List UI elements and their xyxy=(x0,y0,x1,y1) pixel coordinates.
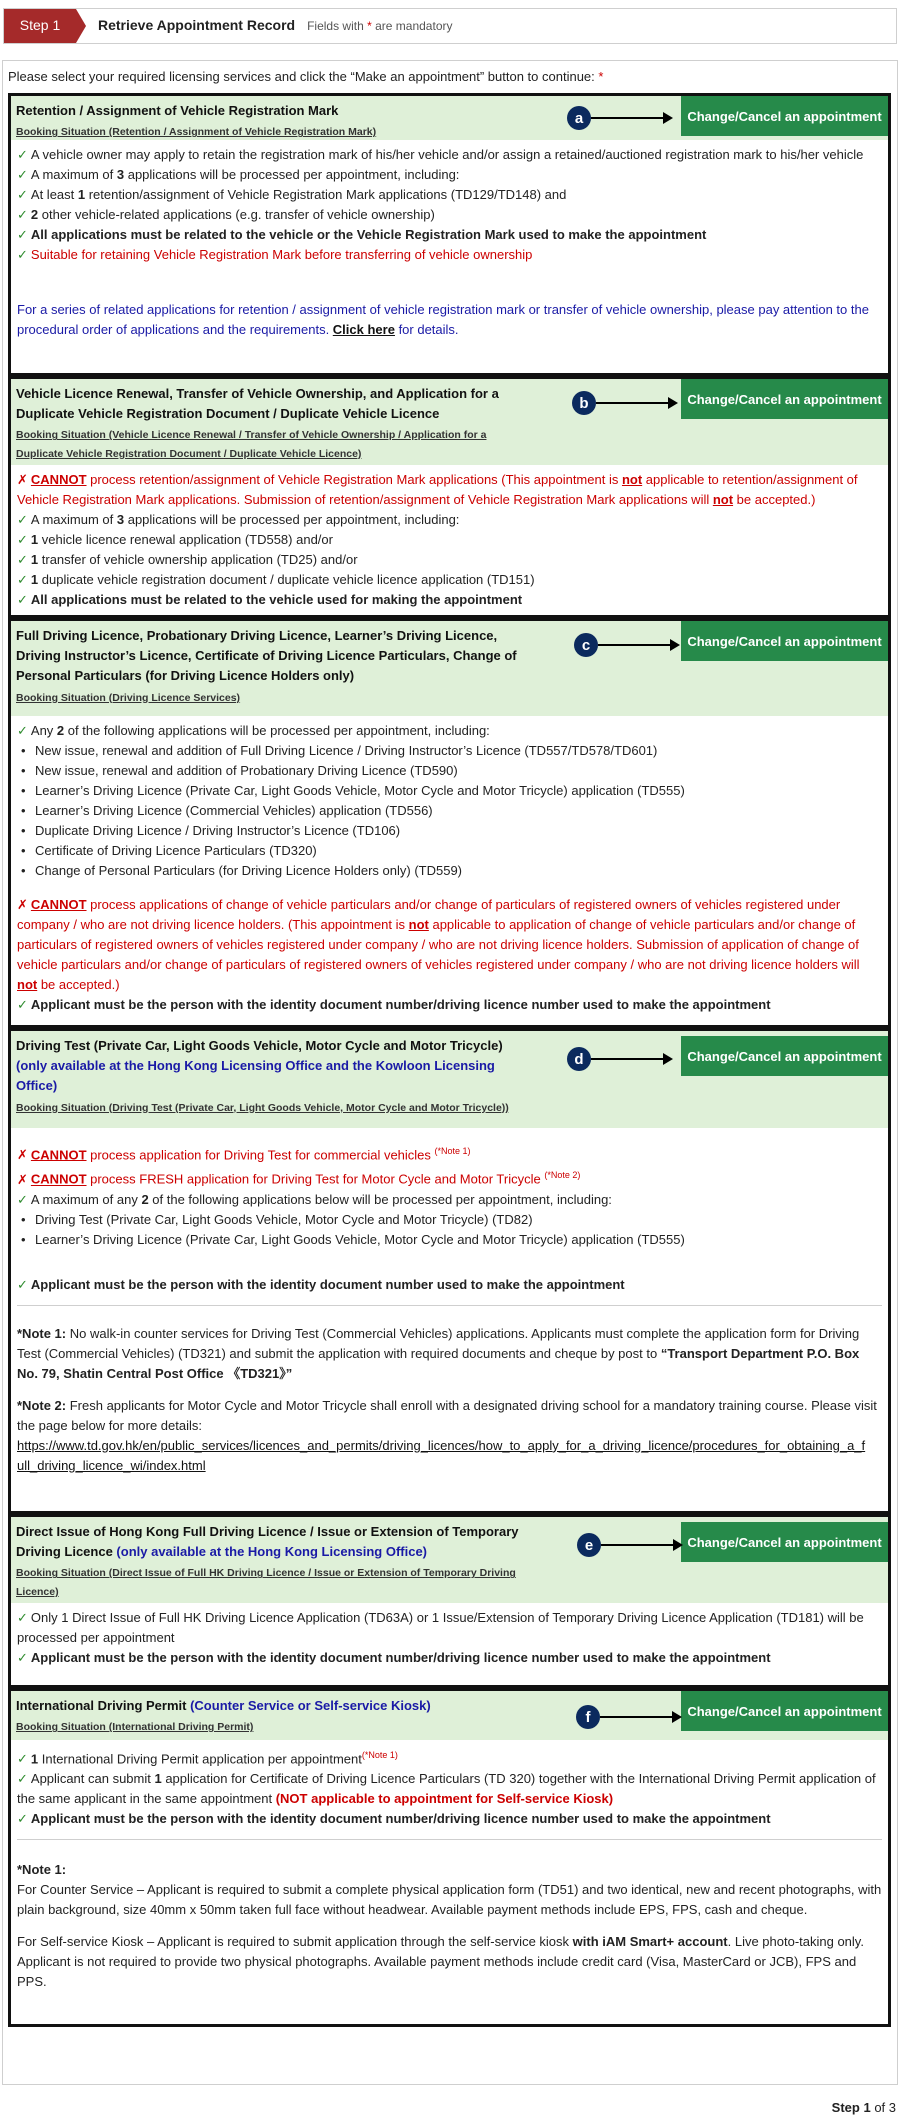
procedure-note-a: For a series of related applications for retention / assignment of vehicle registration mark or transfer of vehicle ownership, please pay attention to the procedural order of applications and the requirements. Click here for details. xyxy=(17,302,869,338)
list-item: • Learner’s Driving Licence (Private Car, Light Goods Vehicle, Motor Cycle and Motor Tricycle) application (TD555) xyxy=(17,1230,882,1250)
check-icon: ✓ xyxy=(17,592,28,608)
check-icon: ✓ xyxy=(17,147,28,163)
service-title-f: International Driving Permit (Counter Service or Self-service Kiosk) xyxy=(16,1698,431,1714)
service-body-b: ✗ CANNOT process retention/assignment of Vehicle Registration Mark applications (This appointment is not applicable to retention/assignment of Vehicle Registration Mark applications. Submission of retention/assignment of Vehicle Registration Mark applications will not be accepted.) ✓ A maximum of 3 applications will be processed per appointment, including: ✓ 1 vehicle licence renewal application (TD558) and/or ✓ 1 transfer of vehicle ownership application (TD25) and/or ✓ 1 duplicate vehicle registration document / duplicate vehicle licence application (TD151) ✓ All applications must be related to the vehicle used for making the appointment xyxy=(17,472,858,608)
list-item: • Certificate of Driving Licence Particulars (TD320) xyxy=(17,841,882,861)
service-header-c xyxy=(11,621,888,716)
service-title-c: Full Driving Licence, Probationary Driving Licence, Learner’s Driving Licence, Driving Instructor’s Licence, Certificate of Driving Licence Particulars, Change of Personal Particulars (for Driving Licence Holders only) xyxy=(16,628,517,684)
service-title-d: Driving Test (Private Car, Light Goods Vehicle, Motor Cycle and Motor Tricycle) (only available at the Hong Kong Licensing Office and the Kowloon Licensing Office) xyxy=(16,1038,503,1094)
step-indicator: Step 1 of 3 xyxy=(831,2100,896,2115)
note-self-service-kiosk: For Self-service Kiosk – Applicant is required to submit application through the self-service kiosk with iAM Smart+ account. Live photo-taking only. Applicant is not required to provide two physical photographs. Available payment methods include credit card (Visa, MasterCard or JCB), FPS and PPS. xyxy=(17,1934,864,1990)
service-section-a xyxy=(8,93,891,373)
marker-e xyxy=(577,1533,683,1557)
check-icon: ✓ xyxy=(17,1771,28,1787)
cross-icon: ✗ xyxy=(17,1147,28,1163)
check-icon: ✓ xyxy=(17,552,28,568)
service-section-f xyxy=(8,1685,891,2027)
mandatory-note: Fields with * are mandatory xyxy=(307,18,453,33)
booking-situation-link-a[interactable]: Booking Situation (Retention / Assignment of Vehicle Registration Mark) xyxy=(16,126,377,139)
marker-c-badge: c xyxy=(574,633,598,657)
right-arrow-icon xyxy=(591,117,663,119)
booking-situation-link-c[interactable]: Booking Situation (Driving Licence Services) xyxy=(16,691,241,704)
check-icon: ✓ xyxy=(17,227,28,243)
change-cancel-button-b[interactable]: Change/Cancel an appointment xyxy=(681,379,888,419)
service-title-a: Retention / Assignment of Vehicle Registration Mark xyxy=(16,103,339,119)
list-item: • Learner’s Driving Licence (Commercial Vehicles) application (TD556) xyxy=(17,801,882,821)
service-section-b xyxy=(8,373,891,615)
check-icon: ✓ xyxy=(17,1751,28,1767)
marker-e-badge: e xyxy=(577,1533,601,1557)
service-title-b: Vehicle Licence Renewal, Transfer of Vehicle Ownership, and Application for a Duplicate Vehicle Registration Document / Duplicate Vehicle Licence xyxy=(16,386,499,422)
change-cancel-button-c[interactable]: Change/Cancel an appointment xyxy=(681,621,888,661)
note-2: *Note 2: Fresh applicants for Motor Cycle and Motor Tricycle shall enroll with a designated driving school for a mandatory training course. Please visit the page below for more details: xyxy=(17,1397,877,1433)
divider xyxy=(17,1839,882,1840)
service-header-a xyxy=(11,96,888,140)
check-icon: ✓ xyxy=(17,167,28,183)
check-icon: ✓ xyxy=(17,207,28,223)
right-arrow-icon xyxy=(600,1716,672,1718)
right-arrow-icon xyxy=(591,1058,663,1060)
divider xyxy=(17,1305,882,1306)
marker-b xyxy=(572,391,678,415)
note-counter-service: For Counter Service – Applicant is required to submit a complete physical application form (TD51) and two identical, new and recent photographs, with plain background, size 40mm x 50mm taken full face without headwear. Available payment methods include EPS, FPS, cash and cheque. xyxy=(17,1882,882,1918)
service-body-c: ✓ Any 2 of the following applications will be processed per appointment, including: • New issue, renewal and addition of Full Driving Licence / Driving Instructor’s Licence (TD557/TD578/TD601) • New issue, renewal and addition of Probationary Driving Licence (TD590) • Learner’s Driving Licence (Private Car, Light Goods Vehicle, Motor Cycle and Motor Tricycle) application (TD555) • Learner’s Driving Licence (Commercial Vehicles) application (TD556) • Duplicate Driving Licence / Driving Instructor’s Licence (TD106) • Certificate of Driving Licence Particulars (TD320) • Change of Personal Particulars (for Driving Licence Holders only) (TD559) ✗ CANNOT process applications of change of vehicle particulars and/or change of particulars of registered owners of vehicles registered under company / who are not driving licence holders. (This appointment is not applicable to application of change of vehicle particulars and/or change of particulars of registered owners of vehicles registered under company / who are not driving licence holders. Submission of application of change of vehicle particulars and/or change of particulars of registered owners of vehicles registered under company / who are not driving licence holders will not be accepted.) ✓ Applicant must be the person with the identity document number/driving licence number used to make the appointment xyxy=(11,716,888,1025)
service-title-e: Direct Issue of Hong Kong Full Driving Licence / Issue or Extension of Temporary Driving Licence (only available at the Hong Kong Licensing Office) xyxy=(16,1524,519,1560)
step-badge: Step 1 xyxy=(4,9,76,43)
note-1: *Note 1: No walk-in counter services for Driving Test (Commercial Vehicles) applications. Applicants must complete the application form for Driving Test (Commercial Vehicles) (TD321) and submit the application with required documents and cheque by post to “Transport Department P.O. Box No. 79, Shatin Central Post Office 《TD321》” xyxy=(17,1325,860,1381)
service-body-f: ✓ 1 International Driving Permit application per appointment$^{(*Note 1)}$ ✓ Applicant can submit 1 application for Certificate of Driving Licence Particulars (TD 320) together with the International Driving Permit application of the same applicant in the same appointment (NOT applicable to appointment for Self-service Kiosk) ✓ Applicant must be the person with the identity document number/driving licence number used to make the appointment *Note 1: For Counter Service – Applicant is required to submit a complete physical application form (TD51) and two identical, new and recent photographs, with plain background, size 40mm x 50mm taken full face without headwear. Available payment methods include EPS, FPS, cash and cheque. For Self-service Kiosk – Applicant is required to submit application through the self-service kiosk with iAM Smart+ account. Live photo-taking only. Applicant is not required to provide two physical photographs. Available payment methods include credit card (Visa, MasterCard or JCB), FPS and PPS. xyxy=(11,1740,888,2024)
click-here-link[interactable]: Click here xyxy=(332,322,395,338)
change-cancel-button-a[interactable]: Change/Cancel an appointment xyxy=(681,96,888,136)
check-icon: ✓ xyxy=(17,1650,28,1666)
service-header-b xyxy=(11,379,888,465)
list-item: • New issue, renewal and addition of Probationary Driving Licence (TD590) xyxy=(17,761,882,781)
check-icon: ✓ xyxy=(17,997,28,1013)
change-cancel-button-f[interactable]: Change/Cancel an appointment xyxy=(681,1691,888,1731)
step-header xyxy=(3,8,897,44)
note-label: *Note 1: xyxy=(17,1862,67,1878)
motorcycle-procedure-link[interactable]: https://www.td.gov.hk/en/public_services/licences_and_permits/driving_licences/how_to_apply_for_a_driving_licence/procedures_for_obtaining_a_f ull_driving_licence_wi/index.html xyxy=(17,1437,866,1473)
booking-situation-link-d[interactable]: Booking Situation (Driving Test (Private Car, Light Goods Vehicle, Motor Cycle and Motor Tricycle)) xyxy=(16,1101,509,1114)
marker-f-badge: f xyxy=(576,1705,600,1729)
check-icon: ✓ xyxy=(17,512,28,528)
change-cancel-button-d[interactable]: Change/Cancel an appointment xyxy=(681,1036,888,1076)
marker-d xyxy=(567,1047,673,1071)
change-cancel-button-e[interactable]: Change/Cancel an appointment xyxy=(681,1522,888,1562)
check-icon: ✓ xyxy=(17,723,28,739)
list-item: • Change of Personal Particulars (for Driving Licence Holders only) (TD559) xyxy=(17,861,882,881)
service-header-d xyxy=(11,1031,888,1128)
service-header-f xyxy=(11,1691,888,1740)
marker-b-badge: b xyxy=(572,391,596,415)
marker-d-badge: d xyxy=(567,1047,591,1071)
check-icon: ✓ xyxy=(17,572,28,588)
cross-icon: ✗ xyxy=(17,897,28,913)
right-arrow-icon xyxy=(601,1544,673,1546)
services-panel xyxy=(2,60,898,2085)
service-section-c xyxy=(8,615,891,1025)
cross-icon: ✗ xyxy=(17,472,28,488)
service-body-e: ✓ Only 1 Direct Issue of Full HK Driving Licence Application (TD63A) or 1 Issue/Extension of Temporary Driving Licence Application (TD181) will be processed per appointment ✓ Applicant must be the person with the identity document number/driving licence number used to make the appointment xyxy=(17,1610,864,1666)
service-section-d xyxy=(8,1025,891,1511)
right-arrow-icon xyxy=(596,402,668,404)
check-icon: ✓ xyxy=(17,247,28,263)
check-icon: ✓ xyxy=(17,1276,28,1292)
service-section-e xyxy=(8,1511,891,1685)
booking-situation-link-b[interactable]: Booking Situation (Vehicle Licence Renewal / Transfer of Vehicle Ownership / Application for a Duplicate Vehicle Registration Document / Duplicate Vehicle Licence) xyxy=(16,429,487,460)
marker-a xyxy=(567,106,673,130)
service-body-d: ✗ CANNOT process application for Driving Test for commercial vehicles $^{(*Note 1)}$ ✗ CANNOT process FRESH application for Driving Test for Motor Cycle and Motor Tricycle $^{(*Note 2)}$ ✓ A maximum of any 2 of the following applications below will be processed per appointment, including: • Driving Test (Private Car, Light Goods Vehicle, Motor Cycle and Motor Tricycle) (TD82) • Learner’s Driving Licence (Private Car, Light Goods Vehicle, Motor Cycle and Motor Tricycle) application (TD555) ✓ Applicant must be the person with the identity document number used to make the appointment *Note 1: No walk-in counter services for Driving Test (Commercial Vehicles) applications. Applicants must complete the application form for Driving Test (Commercial Vehicles) (TD321) and submit the application with required documents and cheque by post to “Transport Department P.O. Box No. 79, Shatin Central Post Office 《TD321》” *Note 2: Fresh applicants for Motor Cycle and Motor Tricycle shall enroll with a designated driving school for a mandatory training course. Please visit the page below for more details: https://www.td.gov.hk/en/public_services/licences_and_permits/driving_licences/how_to_apply_for_a_driving_licence/procedures_for_obtaining_a_f ull_driving_licence_wi/index.html xyxy=(11,1128,888,1511)
right-arrow-icon xyxy=(598,644,670,646)
booking-situation-link-f[interactable]: Booking Situation (International Driving Permit) xyxy=(16,1721,254,1734)
check-icon: ✓ xyxy=(17,187,28,203)
check-icon: ✓ xyxy=(17,1610,28,1626)
list-item: • Driving Test (Private Car, Light Goods Vehicle, Motor Cycle and Motor Tricycle) (TD82) xyxy=(17,1210,882,1230)
check-icon: ✓ xyxy=(17,1191,28,1207)
booking-situation-link-e[interactable]: Booking Situation (Direct Issue of Full HK Driving Licence / Issue or Extension of Temporary Driving Licence) xyxy=(16,1567,516,1598)
pager xyxy=(0,2085,900,2125)
service-header-e xyxy=(11,1517,888,1603)
service-body-a: ✓ A vehicle owner may apply to retain the registration mark of his/her vehicle and/or assign a retained/auctioned registration mark to his/her vehicle ✓ A maximum of 3 applications will be processed per appointment, including: ✓ At least 1 retention/assignment of Vehicle Registration Mark applications (TD129/TD148) and ✓ 2 other vehicle-related applications (e.g. transfer of vehicle ownership) ✓ All applications must be related to the vehicle or the Vehicle Registration Mark used to make the appointment ✓ Suitable for retaining Vehicle Registration Mark before transferring of vehicle ownership For a series of related applications for retention / assignment of vehicle registration mark or transfer of vehicle ownership, please pay attention to the procedural order of applications and the requirements. Click here for details. xyxy=(11,140,888,373)
marker-f xyxy=(576,1705,682,1729)
check-icon: ✓ xyxy=(17,1811,28,1827)
marker-a-badge: a xyxy=(567,106,591,130)
marker-c xyxy=(574,633,680,657)
list-item: • New issue, renewal and addition of Full Driving Licence / Driving Instructor’s Licence (TD557/TD578/TD601) xyxy=(17,741,882,761)
cross-icon: ✗ xyxy=(17,1171,28,1187)
list-item: • Duplicate Driving Licence / Driving Instructor’s Licence (TD106) xyxy=(17,821,882,841)
check-icon: ✓ xyxy=(17,532,28,548)
list-item: • Learner’s Driving Licence (Private Car, Light Goods Vehicle, Motor Cycle and Motor Tricycle) application (TD555) xyxy=(17,781,882,801)
step-title: Retrieve Appointment Record xyxy=(98,17,296,34)
intro-text: Please select your required licensing services and click the “Make an appointment” button to continue: * xyxy=(8,69,604,84)
